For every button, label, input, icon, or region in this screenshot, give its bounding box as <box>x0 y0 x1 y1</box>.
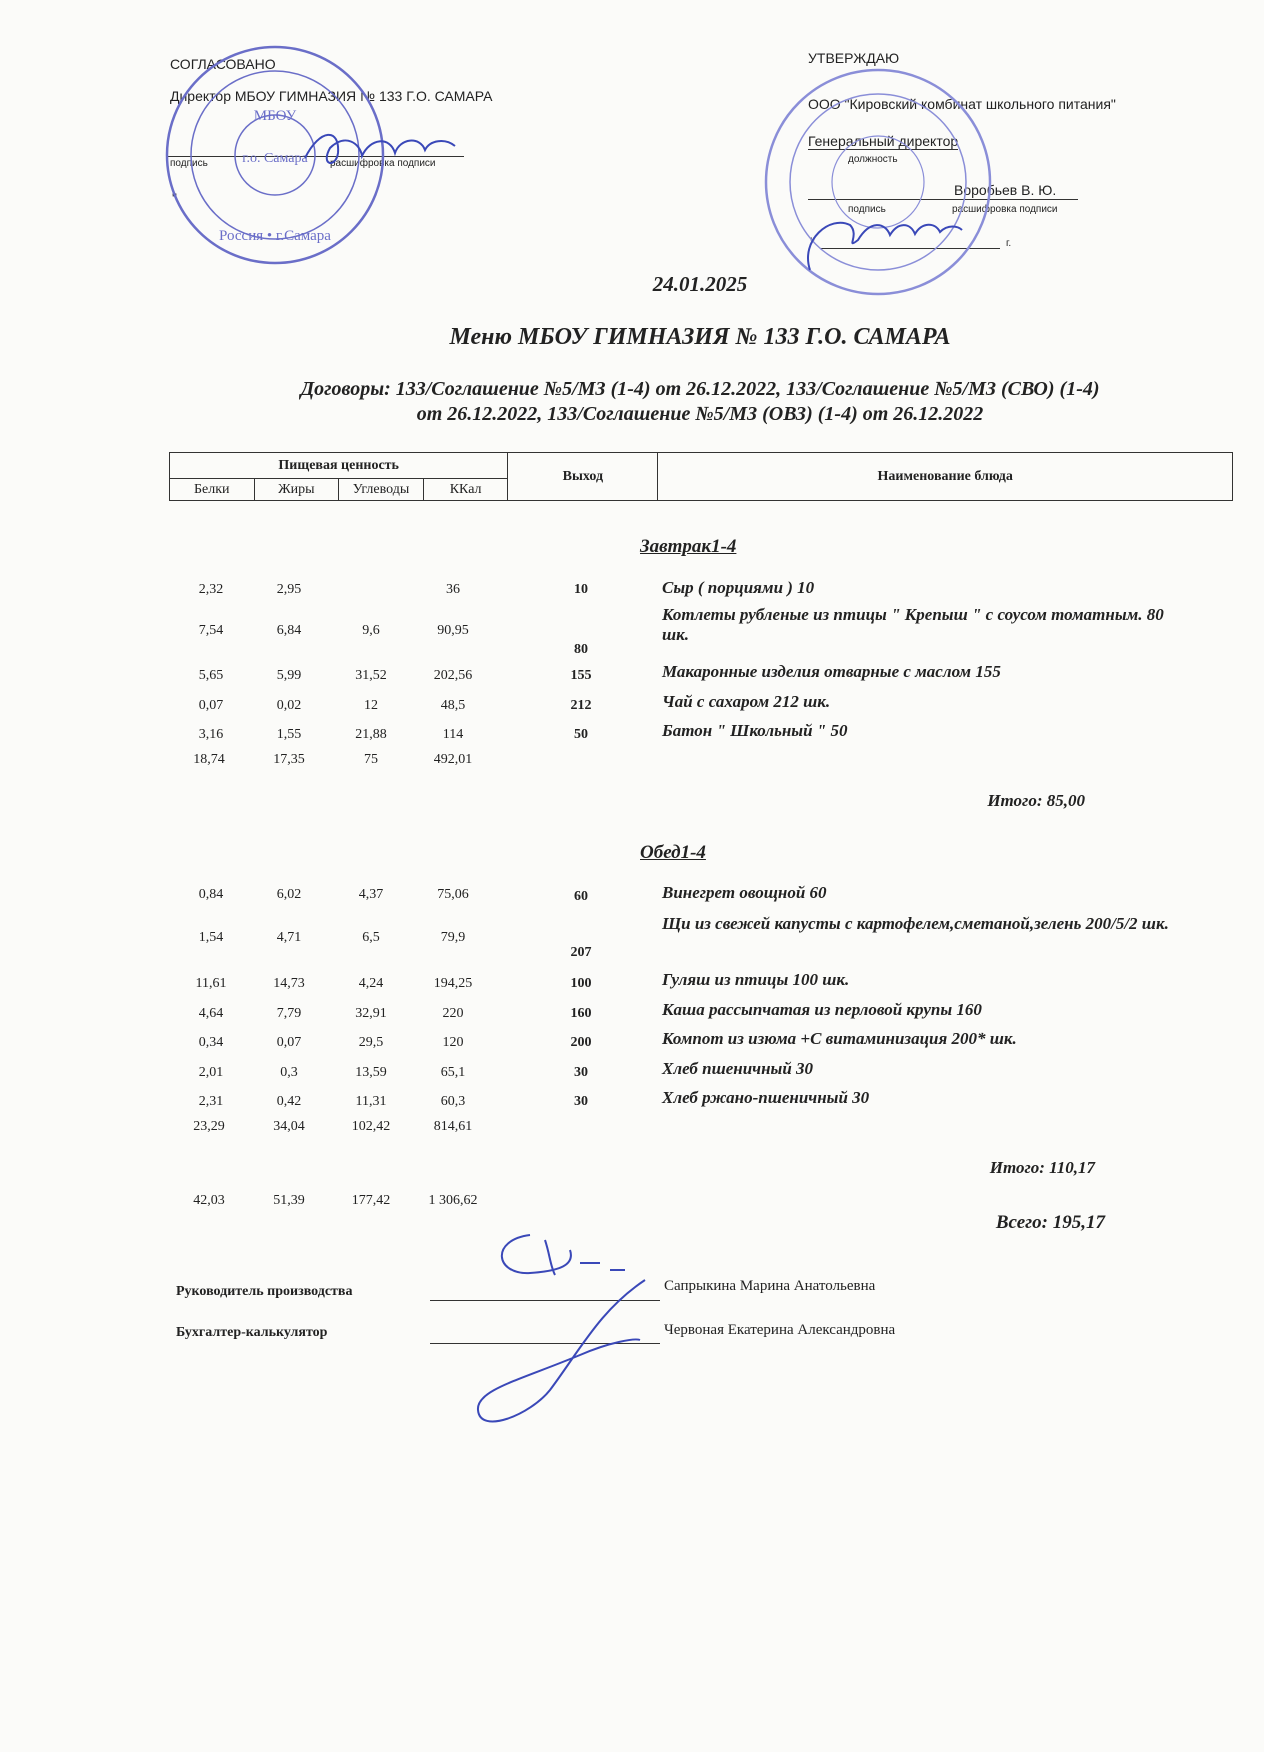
header-kcal: ККал <box>423 479 508 501</box>
cell-carbs: 12 <box>364 698 378 713</box>
cell-dish: Котлеты рубленые из птицы " Крепыш " с соусом томатным. 80 шк. <box>662 605 1164 644</box>
cell-kcal: 48,5 <box>440 698 466 713</box>
header-dish-name: Наименование блюда <box>658 453 1233 501</box>
cell-output: 200 <box>570 1035 592 1050</box>
header-fat: Жиры <box>254 479 339 501</box>
contracts-line-1: Договоры: 133/Соглашение №5/МЗ (1-4) от 26.12.2022, 133/Соглашение №5/МЗ (СВО) (1-4) <box>300 378 1100 400</box>
section-lunch-title: Обед1-4 <box>640 842 706 863</box>
contracts-line-2: от 26.12.2022, 133/Соглашение №5/МЗ (ОВЗ) (1-4) от 26.12.2022 <box>416 403 984 425</box>
cell-dish: Винегрет овощной 60 <box>662 883 827 902</box>
cell-protein: 0,07 <box>198 698 224 713</box>
cell-carbs: 31,52 <box>355 668 387 683</box>
right-date-quote: " <box>810 234 815 250</box>
sum-kcal: 492,01 <box>433 752 473 767</box>
cell-protein: 7,54 <box>198 623 224 638</box>
cell-dish: Макаронные изделия отварные с маслом 155 <box>662 662 1001 681</box>
left-approval-position: Директор МБОУ ГИМНАЗИЯ № 133 Г.О. САМАРА <box>170 88 493 104</box>
right-position-label: должность <box>848 154 898 165</box>
cell-output: 30 <box>574 1094 588 1109</box>
cell-fat: 14,73 <box>273 976 305 991</box>
sum-carbs: 75 <box>364 752 378 767</box>
cell-protein: 3,16 <box>198 727 224 742</box>
cell-fat: 1,55 <box>276 727 302 742</box>
production-manager-label: Руководитель производства <box>176 1284 353 1299</box>
grand-protein: 42,03 <box>193 1193 225 1208</box>
cell-kcal: 75,06 <box>437 887 469 902</box>
grand-carbs: 177,42 <box>351 1193 391 1208</box>
cell-carbs: 13,59 <box>355 1065 387 1080</box>
cell-dish: Сыр ( порциями ) 10 <box>662 578 815 597</box>
cell-output: 10 <box>574 582 588 597</box>
cell-output: 80 <box>574 642 588 657</box>
right-approval-position: Генеральный директор <box>808 133 959 149</box>
cell-protein: 2,31 <box>198 1094 224 1109</box>
cell-dish: Гуляш из птицы 100 шк. <box>662 970 850 989</box>
right-approval-company: ООО "Кировский комбинат школьного питания" <box>808 96 1116 112</box>
cell-kcal: 202,56 <box>433 668 473 683</box>
sum-fat: 34,04 <box>273 1119 305 1134</box>
cell-protein: 4,64 <box>198 1006 224 1021</box>
stamp-center-text: г.о. Самара <box>242 151 308 166</box>
cell-protein: 2,32 <box>198 582 224 597</box>
cell-carbs: 4,37 <box>358 887 384 902</box>
cell-kcal: 65,1 <box>440 1065 466 1080</box>
cell-output: 50 <box>574 727 588 742</box>
sum-carbs: 102,42 <box>351 1119 391 1134</box>
cell-fat: 0,02 <box>276 698 302 713</box>
left-date-quote: " <box>172 190 177 206</box>
cell-protein: 0,84 <box>198 887 224 902</box>
left-handwritten-signature <box>300 118 460 183</box>
production-manager-name: Сапрыкина Марина Анатольевна <box>664 1278 876 1294</box>
grand-kcal: 1 306,62 <box>428 1193 478 1208</box>
cell-output: 155 <box>570 668 592 683</box>
cell-carbs: 4,24 <box>358 976 384 991</box>
cell-carbs: 11,31 <box>355 1094 387 1109</box>
svg-text:МБОУ: МБОУ <box>253 108 297 124</box>
header-protein: Белки <box>170 479 255 501</box>
cell-protein: 5,65 <box>198 668 224 683</box>
cell-output: 160 <box>570 1006 592 1021</box>
sum-protein: 23,29 <box>193 1119 225 1134</box>
accountant-label: Бухгалтер-калькулятор <box>176 1325 328 1340</box>
cell-kcal: 114 <box>442 727 464 742</box>
cell-output: 100 <box>570 976 592 991</box>
sum-fat: 17,35 <box>273 752 305 767</box>
cell-carbs: 21,88 <box>355 727 387 742</box>
cell-protein: 2,01 <box>198 1065 224 1080</box>
menu-table-header <box>169 452 1233 501</box>
cell-kcal: 120 <box>442 1035 464 1050</box>
header-nutrition: Пищевая ценность <box>170 453 508 479</box>
grand-total: Всего: 195,17 <box>995 1212 1105 1233</box>
right-sign-label: подпись <box>848 204 886 215</box>
sum-kcal: 814,61 <box>433 1119 473 1134</box>
right-signer-name: Воробьев В. Ю. <box>954 182 1057 198</box>
cell-kcal: 36 <box>446 582 460 597</box>
right-year-suffix: г. <box>1006 238 1012 249</box>
cell-fat: 5,99 <box>276 668 302 683</box>
breakfast-total: Итого: 85,00 <box>987 791 1085 810</box>
cell-carbs: 32,91 <box>355 1006 387 1021</box>
menu-date: 24.01.2025 <box>652 272 748 296</box>
cell-dish: Каша рассыпчатая из перловой крупы 160 <box>662 1000 982 1019</box>
cell-protein: 1,54 <box>198 930 224 945</box>
left-decode-label: расшифровка подписи <box>330 158 436 169</box>
section-breakfast-title: Завтрак1-4 <box>640 536 737 557</box>
cell-fat: 2,95 <box>276 582 302 597</box>
cell-dish: Щи из свежей капусты с картофелем,сметаной,зелень 200/5/2 шк. <box>662 914 1169 933</box>
cell-fat: 7,79 <box>276 1006 302 1021</box>
cell-fat: 6,84 <box>276 623 302 638</box>
header-carbs: Углеводы <box>339 479 424 501</box>
cell-fat: 6,02 <box>276 887 302 902</box>
lunch-total: Итого: 110,17 <box>989 1158 1095 1177</box>
cell-dish: Чай с сахаром 212 шк. <box>662 692 831 711</box>
cell-kcal: 60,3 <box>440 1094 466 1109</box>
cell-dish: Хлеб пшеничный 30 <box>662 1059 814 1078</box>
cell-output: 30 <box>574 1065 588 1080</box>
stamp-bottom-text: Россия • г.Самара <box>219 228 331 244</box>
cell-carbs: 9,6 <box>362 623 380 638</box>
cell-kcal: 90,95 <box>437 623 469 638</box>
menu-title: Меню МБОУ ГИМНАЗИЯ № 133 Г.О. САМАРА <box>449 324 951 350</box>
cell-fat: 0,3 <box>280 1065 298 1080</box>
cell-output: 212 <box>570 698 592 713</box>
cell-fat: 0,42 <box>276 1094 302 1109</box>
right-decode-label: расшифровка подписи <box>952 204 1058 215</box>
cell-dish: Хлеб ржано-пшеничный 30 <box>662 1088 870 1107</box>
cell-kcal: 79,9 <box>440 930 466 945</box>
cell-protein: 0,34 <box>198 1035 224 1050</box>
grand-fat: 51,39 <box>273 1193 305 1208</box>
cell-kcal: 220 <box>442 1006 464 1021</box>
sum-protein: 18,74 <box>193 752 225 767</box>
left-sign-label: подпись <box>170 158 208 169</box>
cell-fat: 4,71 <box>276 930 302 945</box>
accountant-name: Червоная Екатерина Александровна <box>664 1322 896 1338</box>
cell-carbs: 29,5 <box>358 1035 384 1050</box>
cell-kcal: 194,25 <box>433 976 473 991</box>
cell-protein: 11,61 <box>195 976 227 991</box>
accountant-handwritten-signature <box>460 1270 660 1445</box>
header-output: Выход <box>508 453 658 501</box>
left-approval-title: СОГЛАСОВАНО <box>170 56 276 72</box>
cell-carbs: 6,5 <box>362 930 380 945</box>
right-approval-title: УТВЕРЖДАЮ <box>808 50 900 66</box>
cell-dish: Батон " Школьный " 50 <box>662 721 848 740</box>
cell-fat: 0,07 <box>276 1035 302 1050</box>
cell-output: 207 <box>570 945 592 960</box>
cell-output: 60 <box>574 889 588 904</box>
cell-dish: Компот из изюма +С витаминизация 200* шк. <box>662 1029 1017 1048</box>
